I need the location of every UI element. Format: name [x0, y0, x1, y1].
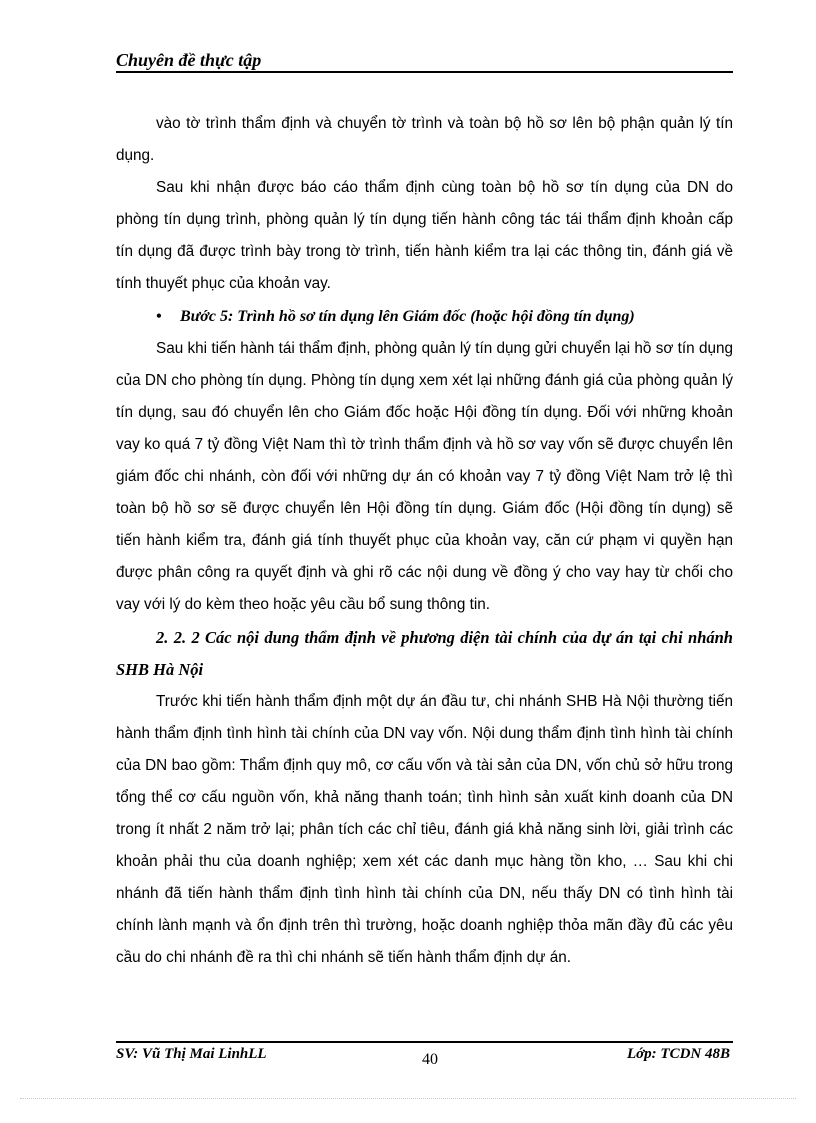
- page-bottom-edge: [20, 1098, 796, 1099]
- footer-divider: [116, 1041, 733, 1043]
- footer-student-name: SV: Vũ Thị Mai LinhLL: [116, 1046, 267, 1062]
- footer-class: Lớp: TCDN 48B: [626, 1046, 730, 1062]
- document-body: [116, 108, 733, 975]
- page-number: 40: [422, 1051, 438, 1068]
- header-divider: [116, 71, 733, 73]
- paragraph-continuation: vào tờ trình thẩm định và chuyển tờ trình và toàn bộ hồ sơ lên bộ phận quản lý tín dụng.: [116, 115, 733, 165]
- page-header-title: Chuyên đề thực tập: [116, 50, 262, 70]
- bullet-icon: •: [156, 307, 162, 325]
- section-heading: 2. 2. 2 Các nội dung thẩm định về phương diện tài chính của dự án tại chi nhánh SHB Hà Nội: [116, 627, 733, 679]
- paragraph-reappraisal: Sau khi nhận được báo cáo thẩm định cùng toàn bộ hồ sơ tín dụng của DN do phòng tín dụng trình, phòng quản lý tín dụng tiến hành công tác tái thẩm định khoản cấp tín dụng đã được trình bày trong tờ trình, tiến hành kiểm tra lại các thông tin, đánh giá về tính thuyết phục của khoản vay.: [116, 179, 733, 293]
- bullet-step-5: [116, 301, 733, 333]
- paragraph-financial-appraisal: Trước khi tiến hành thẩm định một dự án đầu tư, chi nhánh SHB Hà Nội thường tiến hành thẩm định tình hình tài chính của DN vay vốn. Nội dung thẩm định tình hình tài chính của DN bao gồm: Thẩm định quy mô, cơ cấu vốn và tài sản của DN, vốn chủ sở hữu trong tổng thể cơ cấu nguồn vốn, khả năng thanh toán; tình hình sản xuất kinh doanh của DN trong ít nhất 2 năm trở lại; phân tích các chỉ tiêu, đánh giá khả năng sinh lời, giải trình các khoản phải thu của doanh nghiệp; xem xét các danh mục hàng tồn kho, … Sau khi chi nhánh đã tiến hành thẩm định tình hình tài chính của DN, nếu thấy DN có tình hình tài chính lành mạnh và ổn định trên thì trường, hoặc doanh nghiệp thỏa mãn đầy đủ các yêu cầu do chi nhánh đề ra thì chi nhánh sẽ tiến hành thẩm định dự án.: [116, 692, 733, 967]
- paragraph-submission: Sau khi tiến hành tái thẩm định, phòng quản lý tín dụng gửi chuyển lại hồ sơ tín dụng của DN cho phòng tín dụng. Phòng tín dụng xem xét lại những đánh giá của phòng quản lý tín dụng, sau đó chuyển lên cho Giám đốc hoặc Hội đồng tín dụng. Đối với những khoản vay ko quá 7 tỷ đồng Việt Nam thì tờ trình thẩm định và hồ sơ vay vốn sẽ được chuyển lên giám đốc chi nhánh, còn đối với những dự án có khoản vay 7 tỷ đồng Việt Nam trở lệ thì toàn bộ hồ sơ sẽ được chuyển lên Hội đồng tín dụng. Giám đốc (Hội đồng tín dụng) sẽ tiến hành kiểm tra, đánh giá tính thuyết phục của khoản vay, căn cứ phạm vi quyền hạn được phân công ra quyết định và ghi rõ các nội dung về đồng ý cho vay hay từ chối cho vay với lý do kèm theo hoặc yêu cầu bổ sung thông tin.: [116, 339, 733, 614]
- bullet-step-5-label: Bước 5: Trình hồ sơ tín dụng lên Giám đốc (hoặc hội đồng tín dụng): [180, 307, 635, 325]
